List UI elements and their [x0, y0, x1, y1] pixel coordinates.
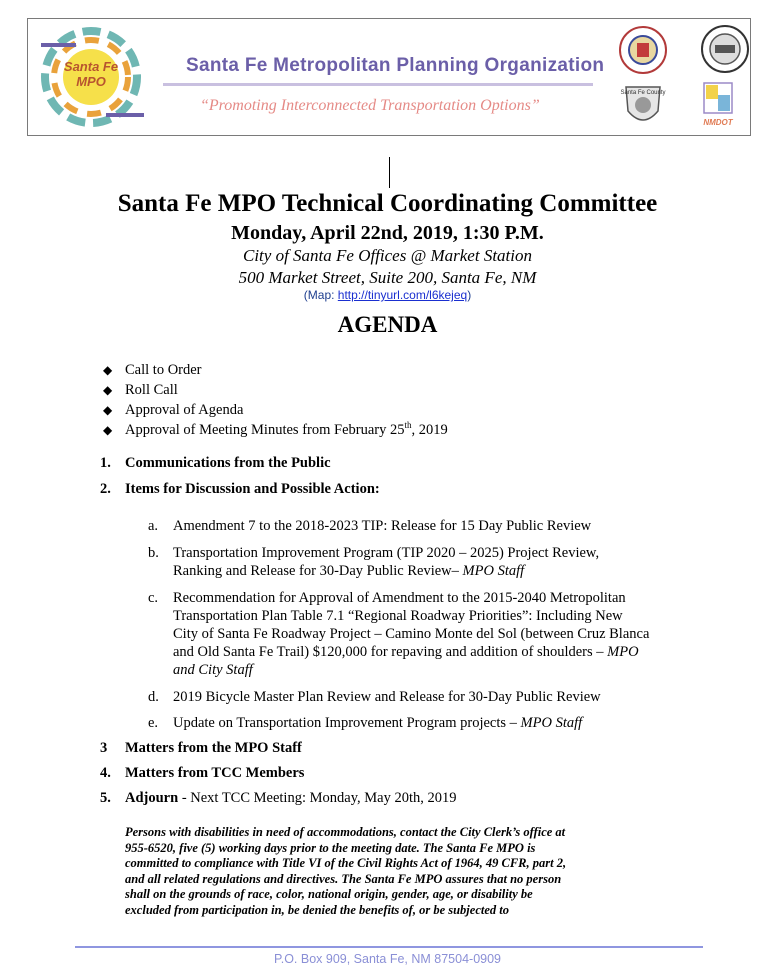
notice-line: 955-6520, five (5) working days prior to the meeting date. The Santa Fe MPO is: [125, 840, 536, 855]
meeting-location-line1: City of Santa Fe Offices @ Market Station: [242, 246, 532, 265]
bullet-text: Call to Order: [125, 362, 202, 378]
list-item: [100, 400, 448, 420]
diamond-bullet-icon: ◆: [103, 403, 113, 417]
santa-fe-mpo-logo: [36, 25, 146, 129]
subitem-text: [173, 714, 582, 732]
subitem-text-line1: Recommendation for Approval of Amendment to the 2015-2040 Metropolitan: [173, 590, 626, 606]
bullet-text: Approval of Agenda: [125, 402, 244, 418]
subitem-text-line2: [173, 562, 524, 580]
diamond-bullet-icon: ◆: [103, 423, 113, 437]
subitem-text-line2: Transportation Plan Table 7.1 “Regional Roadway Priorities”: Including New: [173, 608, 623, 624]
item-number: 2.: [100, 481, 111, 497]
list-item: [100, 420, 448, 440]
accessibility-notice: [125, 825, 665, 919]
list-item: [100, 380, 448, 400]
map-line: [0, 288, 775, 302]
bullet-text: Roll Call: [125, 382, 178, 398]
footer-divider: [75, 946, 703, 948]
notice-line: Persons with disabilities in need of accommodations, contact the City Clerk’s office at: [125, 825, 566, 839]
agenda-item-4: [100, 765, 304, 782]
item-text-rest: - Next TCC Meeting: Monday, May 20th, 2019: [178, 790, 457, 806]
footer-address: P.O. Box 909, Santa Fe, NM 87504-0909: [274, 952, 501, 966]
item-text: Matters from TCC Members: [125, 765, 305, 781]
subitem-text-main: Update on Transportation Improvement Program projects –: [173, 715, 521, 731]
item-text-bold: Adjourn: [125, 790, 179, 806]
item-text: Communications from the Public: [125, 455, 331, 471]
letterhead: [27, 18, 751, 136]
item-number: 1.: [100, 455, 111, 471]
subitem-text-line4-main: and Old Santa Fe Trail) $120,000 for repaving and addition of shoulders –: [173, 644, 608, 660]
item-text: Items for Discussion and Possible Action:: [125, 481, 380, 497]
subitem-text-line2-main: Ranking and Release for 30-Day Public Review–: [173, 563, 463, 579]
org-underline: [163, 83, 593, 86]
agenda-item-3: [100, 740, 302, 757]
text-cursor: [389, 157, 390, 188]
subitem-text: 2019 Bicycle Master Plan Review and Release for 30-Day Public Review: [173, 689, 601, 705]
notice-line: shall on the grounds of race, color, national origin, gender, age, or disability be: [125, 887, 533, 902]
city-seal-icon: [618, 25, 668, 75]
notice-line: committed to compliance with Title VI of the Civil Rights Act of 1964, 49 CFR, part 2,: [125, 856, 567, 871]
item-number: 5.: [100, 790, 111, 806]
santa-fe-county-logo-icon: [618, 81, 668, 131]
agenda-heading: AGENDA: [337, 312, 438, 337]
map-prefix: (Map:: [303, 288, 338, 302]
subitem-text: Amendment 7 to the 2018-2023 TIP: Release for 15 Day Public Review: [173, 518, 592, 534]
tagline: “Promoting Interconnected Transportation Options”: [200, 97, 540, 114]
county-seal-icon: [700, 23, 750, 75]
list-item: [100, 360, 448, 380]
meeting-location-line2: 500 Market Street, Suite 200, Santa Fe, NM: [238, 268, 537, 287]
agenda-item-2: [100, 481, 380, 498]
map-suffix: ): [467, 288, 472, 302]
subitem-owner: MPO: [607, 644, 639, 660]
subitem-text-line4: [173, 643, 639, 661]
nmdot-logo-icon: [692, 77, 742, 133]
subitem-letter: a.: [148, 518, 159, 534]
meeting-date-time: Monday, April 22nd, 2019, 1:30 P.M.: [231, 222, 544, 244]
bullet-text-suffix: , 2019: [411, 422, 448, 438]
bullet-superscript: th: [404, 420, 412, 431]
subitem-letter: e.: [148, 715, 159, 731]
nmdot-text: NMDOT: [703, 118, 733, 127]
subitem-text-line5: [173, 661, 253, 679]
santa-fe-county-text: Santa Fe County: [620, 90, 666, 96]
item-text: Matters from the MPO Staff: [125, 740, 302, 756]
notice-line: excluded from participation in, be denied the benefits of, or be subjected to: [125, 902, 509, 917]
subitem-owner: MPO Staff: [520, 715, 583, 731]
item-number: 3: [100, 740, 108, 756]
notice-line: and all related regulations and directives. The Santa Fe MPO assures that no person: [125, 871, 562, 886]
diamond-bullet-icon: ◆: [103, 383, 113, 397]
subitem-owner: MPO Staff: [462, 563, 525, 579]
diamond-bullet-icon: ◆: [103, 363, 113, 377]
subitem-letter: d.: [148, 689, 159, 705]
opening-items-list: [100, 360, 448, 440]
subitem-letter: b.: [148, 545, 159, 561]
bullet-text: Approval of Meeting Minutes from February 25: [125, 422, 405, 438]
subitem-owner-cont: and City Staff: [173, 662, 253, 678]
subitem-text-line3: City of Santa Fe Roadway Project – Camino Monte del Sol (between Cruz Blanca: [173, 626, 650, 642]
agenda-item-1: [100, 455, 331, 472]
map-link[interactable]: http://tinyurl.com/l6kejeq: [337, 288, 468, 302]
subitem-letter: c.: [148, 590, 159, 606]
agenda-item-5: [100, 790, 456, 807]
item-number: 4.: [100, 765, 111, 781]
subitem-text-line1: Transportation Improvement Program (TIP 2020 – 2025) Project Review,: [173, 545, 600, 561]
logo-text-line1: Santa Fe MPO: [63, 59, 119, 89]
organization-name: Santa Fe Metropolitan Planning Organization: [186, 55, 605, 76]
meeting-title: Santa Fe MPO Technical Coordinating Committee: [117, 190, 658, 217]
